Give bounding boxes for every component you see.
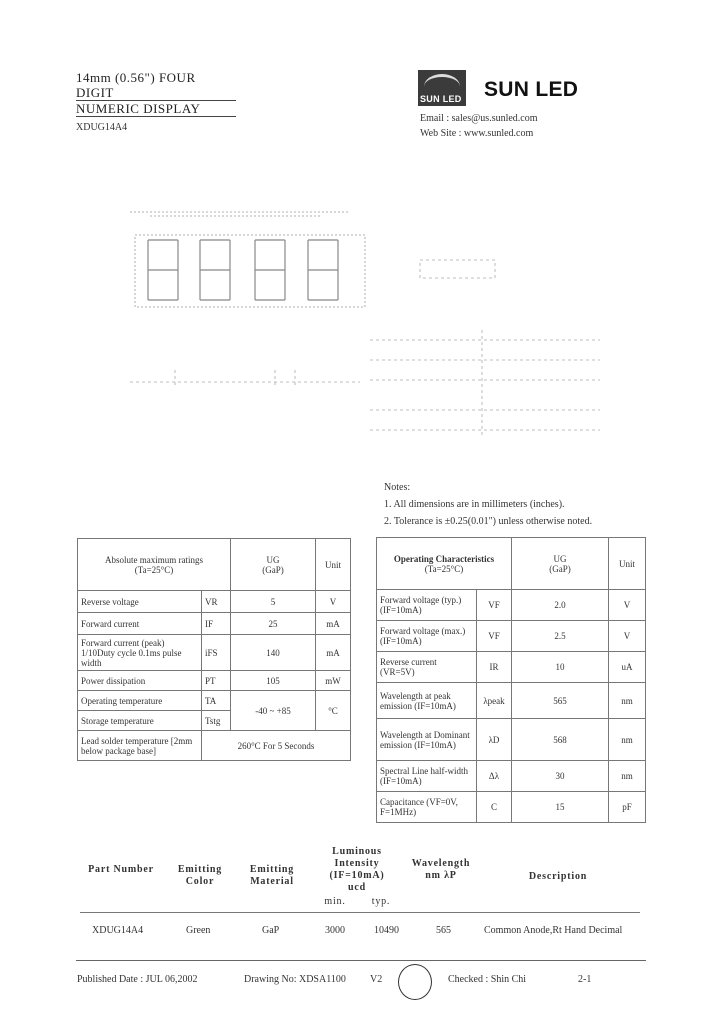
op-value: 2.5 [512, 621, 609, 652]
hdr-min: min. [324, 896, 346, 907]
op-value: 2.0 [512, 590, 609, 621]
row-material: GaP [262, 925, 280, 936]
abs-unit: mA [316, 635, 351, 671]
op-header-param [377, 538, 512, 590]
hdr-emitting-color: Emitting Color [177, 864, 223, 887]
row-min: 3000 [325, 925, 345, 936]
abs-param: Forward current [78, 613, 202, 635]
abs-header-col-sub: (GaP) [262, 564, 284, 575]
notes-title: Notes: [384, 482, 411, 493]
abs-param: Power dissipation [78, 671, 202, 691]
abs-unit: V [316, 591, 351, 613]
op-param: Wavelength at peak emission (IF=10mA) [377, 683, 477, 719]
op-unit: nm [609, 761, 646, 792]
op-unit: uA [609, 652, 646, 683]
abs-param: Lead solder temperature [2mm below package base] [78, 731, 202, 761]
abs-sym: VR [202, 591, 231, 613]
row-typ: 10490 [374, 925, 399, 936]
op-param: Forward voltage (max.) (IF=10mA) [377, 621, 477, 652]
page-number: 2-1 [578, 974, 592, 985]
abs-header-cond: (Ta=25°C) [134, 564, 174, 575]
abs-sym: PT [202, 671, 231, 691]
table-divider [80, 912, 640, 913]
op-header-col-text: UG [553, 553, 567, 564]
op-value: 30 [512, 761, 609, 792]
abs-sym: TA [202, 691, 231, 711]
contact-info [420, 111, 538, 141]
row-description: Common Anode,Rt Hand Decimal [484, 925, 623, 936]
abs-value: -40 ~ +85 [231, 691, 316, 731]
approval-stamp [398, 964, 432, 1000]
op-header-col-sub: (GaP) [549, 563, 571, 574]
op-param: Wavelength at Dominant emission (IF=10mA) [377, 719, 477, 761]
op-param: Reverse current (VR=5V) [377, 652, 477, 683]
op-unit: V [609, 590, 646, 621]
op-unit: nm [609, 719, 646, 761]
op-header-cond: (Ta=25°C) [424, 563, 464, 574]
abs-param: Forward current (peak) 1/10Duty cycle 0.1ms pulse width [78, 635, 202, 671]
website: Web Site : www.sunled.com [420, 128, 534, 139]
op-unit: V [609, 621, 646, 652]
op-sym: VF [477, 621, 512, 652]
op-value: 565 [512, 683, 609, 719]
digit-outlines [148, 240, 338, 300]
row-part: XDUG14A4 [92, 925, 144, 936]
op-param: Spectral Line half-width (IF=10mA) [377, 761, 477, 792]
abs-sym: IF [202, 613, 231, 635]
abs-value: 140 [231, 635, 316, 671]
abs-value: 105 [231, 671, 316, 691]
op-sym: C [477, 792, 512, 823]
abs-header-unit: Unit [316, 539, 351, 591]
absolute-max-ratings-table [77, 538, 351, 761]
version: V2 [370, 974, 383, 985]
sunled-logo [418, 70, 466, 106]
op-sym: λpeak [477, 683, 512, 719]
abs-sym: iFS [202, 635, 231, 671]
title-line-1: 14mm (0.56") FOUR DIGIT [76, 70, 236, 101]
hdr-description: Description [528, 871, 588, 882]
abs-param: Reverse voltage [78, 591, 202, 613]
op-param: Forward voltage (typ.) (IF=10mA) [377, 590, 477, 621]
op-header-unit: Unit [609, 538, 646, 590]
abs-param: Operating temperature [78, 691, 202, 711]
op-header-param-text: Operating Characteristics [393, 553, 495, 564]
abs-header-param [78, 539, 231, 591]
note-2: 2. Tolerance is ±0.25(0.01") unless otherwise noted. [384, 516, 593, 527]
package-drawing [120, 190, 610, 450]
abs-header-col-text: UG [266, 554, 280, 565]
row-color: Green [186, 925, 211, 936]
hdr-luminous: Luminous Intensity (IF=10mA) ucd [329, 846, 385, 893]
op-unit: pF [609, 792, 646, 823]
abs-header-col [231, 539, 316, 591]
abs-unit: mW [316, 671, 351, 691]
footer-divider [76, 960, 646, 961]
notes [384, 479, 592, 530]
op-sym: VF [477, 590, 512, 621]
part-number-label: XDUG14A4 [76, 122, 128, 133]
abs-unit: mA [316, 613, 351, 635]
abs-sym: Tstg [202, 711, 231, 731]
hdr-typ: typ. [371, 896, 391, 907]
op-unit: nm [609, 683, 646, 719]
email: Email : sales@us.sunled.com [420, 113, 538, 124]
operating-characteristics-table [376, 537, 646, 823]
op-header-col [512, 538, 609, 590]
brand-name: SUN LED [484, 78, 579, 101]
hdr-part: Part Number [88, 864, 154, 875]
op-sym: IR [477, 652, 512, 683]
op-sym: λD [477, 719, 512, 761]
note-1: 1. All dimensions are in millimeters (inches). [384, 499, 565, 510]
op-sym: Δλ [477, 761, 512, 792]
op-param: Capacitance (VF=0V, F=1MHz) [377, 792, 477, 823]
logo-text: SUN LED [420, 94, 462, 104]
row-wavelength: 565 [436, 925, 451, 936]
checked-by: Checked : Shin Chi [448, 974, 527, 985]
title-line-2: NUMERIC DISPLAY [76, 101, 236, 117]
abs-value: 260°C For 5 Seconds [202, 731, 351, 761]
abs-value: 25 [231, 613, 316, 635]
published-date: Published Date : JUL 06,2002 [77, 974, 198, 985]
part-selection-table [80, 846, 640, 946]
abs-header-param-text: Absolute maximum ratings [105, 554, 203, 565]
abs-param: Storage temperature [78, 711, 202, 731]
abs-unit: °C [316, 691, 351, 731]
op-value: 568 [512, 719, 609, 761]
op-value: 15 [512, 792, 609, 823]
hdr-wavelength: Wavelength nm λP [411, 858, 471, 881]
abs-value: 5 [231, 591, 316, 613]
hdr-emitting-material: Emitting Material [249, 864, 295, 887]
drawing-number: Drawing No: XDSA1100 [244, 974, 346, 985]
document-title [76, 70, 236, 117]
op-value: 10 [512, 652, 609, 683]
